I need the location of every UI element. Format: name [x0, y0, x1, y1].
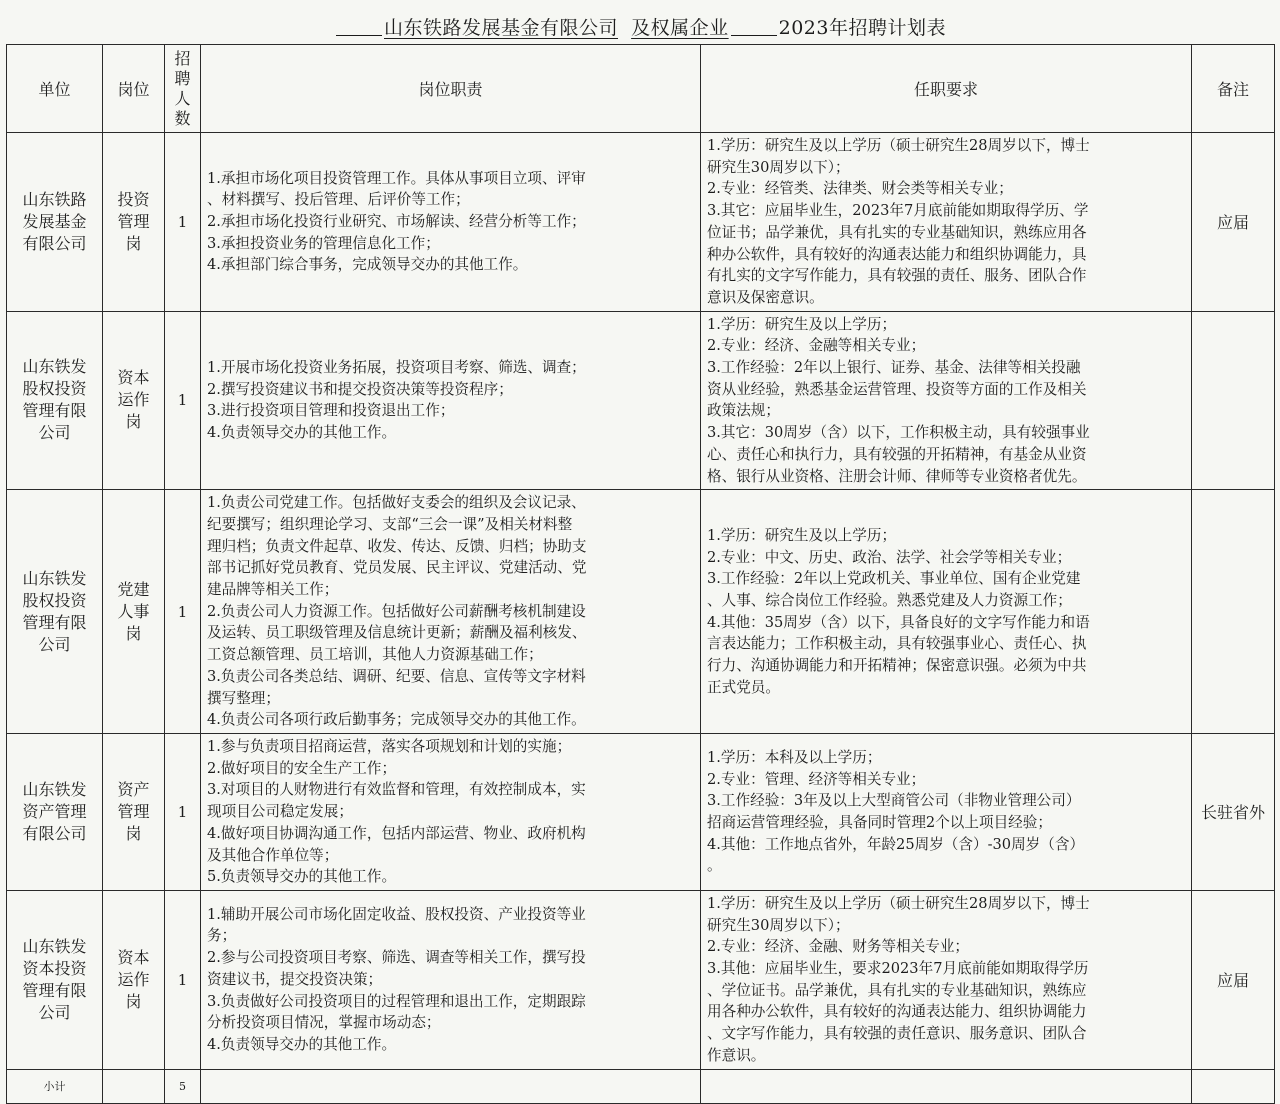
- title-spacer: [618, 15, 631, 37]
- title-year-plan: 2023年招聘计划表: [778, 16, 946, 39]
- count-cell: 1: [165, 311, 201, 490]
- duties-cell: 1.辅助开展公司市场化固定收益、股权投资、产业投资等业 务； 2.参与公司投资项目考察、筛选、调查等相关工作，撰写投 资建议书，提交投资决策； 3.负责做好公司投资项目的过程管理和退出工作，定期跟踪 分析投资项目情况，掌握市场动态； 4.负责领导交办的其他工作。: [201, 890, 701, 1069]
- table-row: [7, 890, 1275, 1069]
- position-cell: 资产 管理 岗: [103, 733, 165, 890]
- subtotal-label: 小计: [7, 1069, 103, 1103]
- duties-cell: 1.参与负责项目招商运营，落实各项规划和计划的实施； 2.做好项目的安全生产工作； 3.对项目的人财物进行有效监督和管理，有效控制成本，实 现项目公司稳定发展； 4.做好项目协调沟通工作，包括内部运营、物业、政府机构 及其他合作单位等； 5.负责领导交办的其他工作。: [201, 733, 701, 890]
- header-notes: 备注: [1192, 45, 1275, 133]
- table-row: [7, 311, 1275, 490]
- requirements-cell: 1.学历：本科及以上学历； 2.专业：管理、经济等相关专业； 3.工作经验：3年及以上大型商管公司（非物业管理公司） 招商运营管理经验，具备同时管理2个以上项目经验； 4.其他：工作地点省外，年龄25周岁（含）-30周岁（含） 。: [701, 733, 1192, 890]
- unit-cell: 山东铁路 发展基金 有限公司: [7, 133, 103, 312]
- requirements-cell: 1.学历：研究生及以上学历； 2.专业：中文、历史、政治、法学、社会学等相关专业； 3.工作经验：2年以上党政机关、事业单位、国有企业党建 、人事、综合岗位工作经验。熟悉党建及人力资源工作； 4.其他：35周岁（含）以下，具备良好的文字写作能力和语 言表达能力；工作积极主动，具有较强事业心、责任心、执 行力、沟通协调能力和开拓精神；保密意识强。必须为中共 正式党员。: [701, 490, 1192, 734]
- requirements-cell: 1.学历：研究生及以上学历（硕士研究生28周岁以下，博士 研究生30周岁以下）； 2.专业：经管类、法律类、财会类等相关专业； 3.其它：应届毕业生，2023年7月底前能如期取得学历、学 位证书；品学兼优，具有扎实的专业基础知识，熟练应用各 种办公软件，具有较好的沟通表达能力和组织协调能力，具 有扎实的文字写作能力，具有较强的责任、服务、团队合作 意识及保密意识。: [701, 133, 1192, 312]
- unit-cell: 山东铁发 股权投资 管理有限 公司: [7, 490, 103, 734]
- recruitment-table: [6, 44, 1275, 1104]
- note-cell: 应届: [1192, 133, 1275, 312]
- title-underline-gap: [336, 17, 382, 36]
- header-duties: 岗位职责: [201, 45, 701, 133]
- title-company: 山东铁路发展基金有限公司: [384, 16, 619, 39]
- table-row: [7, 133, 1275, 312]
- subtotal-row: [7, 1069, 1275, 1103]
- position-cell: 资本 运作 岗: [103, 311, 165, 490]
- count-cell: 1: [165, 490, 201, 734]
- note-cell: 长驻省外: [1192, 733, 1275, 890]
- position-cell: 党建 人事 岗: [103, 490, 165, 734]
- subtotal-empty-duties: [201, 1069, 701, 1103]
- duties-cell: 1.负责公司党建工作。包括做好支委会的组织及会议记录、 纪要撰写；组织理论学习、支部“三会一课”及相关材料整 理归档；负责文件起草、收发、传达、反馈、归档；协助支 部书记抓好党员教育、党员发展、民主评议、党建活动、党 建品牌等相关工作； 2.负责公司人力资源工作。包括做好公司薪酬考核机制建设 及运转、员工职级管理及信息统计更新；薪酬及福利核发、 工资总额管理、员工培训，其他人力资源基础工作； 3.负责公司各类总结、调研、纪要、信息、宣传等文字材料 撰写整理； 4.负责公司各项行政后勤事务；完成领导交办的其他工作。: [201, 490, 701, 734]
- count-cell: 1: [165, 733, 201, 890]
- header-count: 招 聘 人 数: [165, 45, 201, 133]
- note-cell: [1192, 311, 1275, 490]
- subtotal-count: 5: [165, 1069, 201, 1103]
- requirements-cell: 1.学历：研究生及以上学历（硕士研究生28周岁以下，博士 研究生30周岁以下）； 2.专业：经济、金融、财务等相关专业； 3.其他：应届毕业生，要求2023年7月底前能如期取得学历 、学位证书。品学兼优，具有扎实的专业基础知识，熟练应 用各种办公软件，具有较好的沟通表达能力、组织协调能力 、文字写作能力，具有较强的责任意识、服务意识、团队合 作意识。: [701, 890, 1192, 1069]
- duties-cell: 1.承担市场化项目投资管理工作。具体从事项目立项、评审 、材料撰写、投后管理、后评价等工作； 2.承担市场化投资行业研究、市场解读、经营分析等工作； 3.承担投资业务的管理信息化工作； 4.承担部门综合事务，完成领导交办的其他工作。: [201, 133, 701, 312]
- note-cell: 应届: [1192, 890, 1275, 1069]
- subtotal-empty-position: [103, 1069, 165, 1103]
- unit-cell: 山东铁发 资产管理 有限公司: [7, 733, 103, 890]
- header-requirements: 任职要求: [701, 45, 1192, 133]
- requirements-cell: 1.学历：研究生及以上学历； 2.专业：经济、金融等相关专业； 3.工作经验：2年以上银行、证券、基金、法律等相关投融 资从业经验，熟悉基金运营管理、投资等方面的工作及相关 政策法规； 3.其它：30周岁（含）以下，工作积极主动，具有较强事业 心、责任心和执行力，具有较强的开拓精神，有基金从业资 格、银行从业资格、注册会计师、律师等专业资格者优先。: [701, 311, 1192, 490]
- count-cell: 1: [165, 890, 201, 1069]
- subtotal-empty-requirements: [701, 1069, 1192, 1103]
- title-affiliates: 及权属企业: [631, 16, 729, 39]
- header-unit: 单位: [7, 45, 103, 133]
- header-position: 岗位: [103, 45, 165, 133]
- table-row: [7, 490, 1275, 734]
- unit-cell: 山东铁发 股权投资 管理有限 公司: [7, 311, 103, 490]
- title-underline-gap-2: [731, 17, 777, 36]
- table-row: [7, 733, 1275, 890]
- count-cell: 1: [165, 133, 201, 312]
- note-cell: [1192, 490, 1275, 734]
- unit-cell: 山东铁发 资本投资 管理有限 公司: [7, 890, 103, 1069]
- table-title: [6, 8, 1274, 44]
- subtotal-empty-notes: [1192, 1069, 1275, 1103]
- duties-cell: 1.开展市场化投资业务拓展，投资项目考察、筛选、调查； 2.撰写投资建议书和提交投资决策等投资程序； 3.进行投资项目管理和投资退出工作； 4.负责领导交办的其他工作。: [201, 311, 701, 490]
- header-row: [7, 45, 1275, 133]
- position-cell: 投资 管理 岗: [103, 133, 165, 312]
- position-cell: 资本 运作 岗: [103, 890, 165, 1069]
